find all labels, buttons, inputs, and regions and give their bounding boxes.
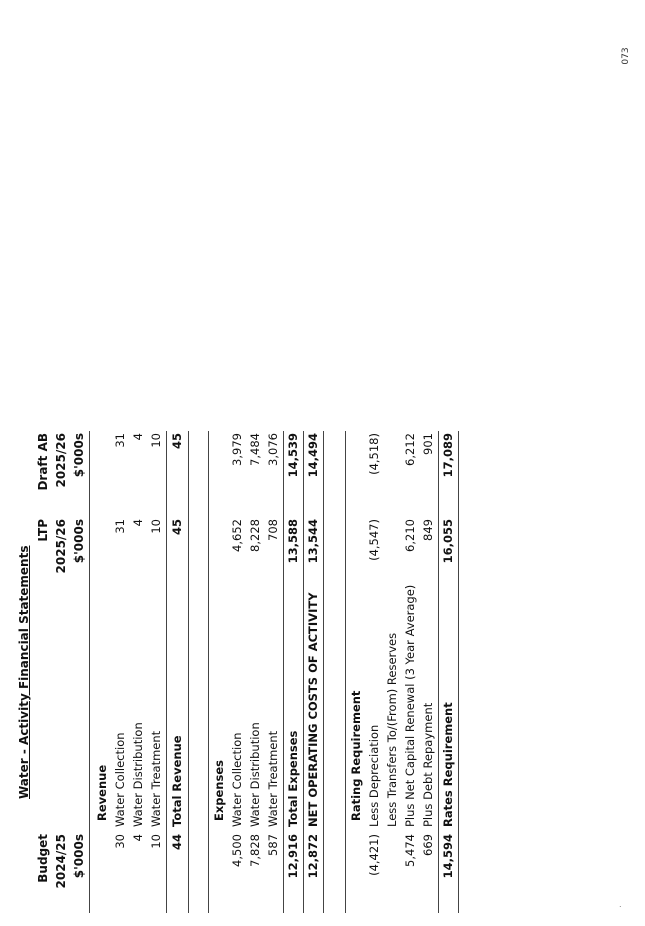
draft-ab-value: 31 (113, 433, 127, 448)
ltp-value: 849 (421, 519, 435, 541)
draft-ab-total: 45 (170, 433, 184, 450)
table-row (383, 353, 401, 913)
statement-title: Water - Activity Financial Statements (17, 545, 31, 799)
ltp-value: 708 (266, 519, 280, 541)
row-label: Water Treatment (266, 730, 280, 827)
budget-value: 7,828 (248, 834, 262, 867)
revenue-heading-row (93, 353, 111, 913)
row-label: Plus Net Capital Renewal (3 Year Average) (403, 584, 417, 827)
budget-value: 10 (149, 834, 163, 849)
table-row (401, 353, 419, 913)
table-row (246, 353, 264, 913)
financial-statement-sheet (14, 353, 455, 913)
budget-value: 4 (131, 834, 145, 842)
draft-ab-value: 10 (149, 433, 163, 448)
budget-value: 30 (113, 834, 127, 849)
net-operating-label: NET OPERATING COSTS OF ACTIVITY (306, 592, 320, 827)
draft-ab-total: 14,539 (286, 433, 300, 478)
budget-value: 587 (266, 834, 280, 856)
header-row-2 (52, 353, 70, 913)
ltp-year: 2025/26 (54, 519, 68, 574)
budget-unit: $'000s (72, 834, 86, 879)
budget-value: 5,474 (403, 834, 417, 867)
expenses-top-rule (208, 431, 209, 913)
total-expenses-row (284, 353, 302, 913)
revenue-rule (166, 431, 167, 913)
draft-ab-rates: 17,089 (441, 433, 455, 478)
revenue-total-rule (188, 431, 189, 913)
ltp-header: LTP (36, 519, 50, 542)
table-row (111, 353, 129, 913)
draft-ab-value: (4,518) (367, 433, 381, 475)
draft-ab-value: 4 (131, 433, 145, 441)
draft-ab-header: Draft AB (36, 433, 50, 491)
ltp-value: 4 (131, 519, 145, 527)
table-row (365, 353, 383, 913)
header-rule (89, 431, 90, 913)
draft-ab-value: 3,076 (266, 433, 280, 466)
expenses-heading-row (210, 353, 228, 913)
budget-rates: 14,594 (441, 834, 455, 879)
row-label: Water Collection (113, 732, 127, 827)
rating-heading-row (347, 353, 365, 913)
ltp-value: (4,547) (367, 519, 381, 561)
ltp-rates: 16,055 (441, 519, 455, 564)
table-row (419, 353, 437, 913)
row-label: Plus Debt Repayment (421, 702, 435, 827)
rating-top-rule (345, 431, 346, 913)
rates-requirement-label: Rates Requirement (441, 702, 455, 827)
budget-header: Budget (36, 834, 50, 883)
budget-net: 12,872 (306, 834, 320, 879)
net-operating-row (304, 353, 322, 913)
draft-ab-unit: $'000s (72, 433, 86, 478)
budget-value: 669 (421, 834, 435, 856)
budget-year: 2024/25 (54, 834, 68, 889)
draft-ab-value: 7,484 (248, 433, 262, 466)
ltp-value: 8,228 (248, 519, 262, 552)
ltp-value: 31 (113, 519, 127, 534)
total-revenue-label: Total Revenue (170, 735, 184, 827)
ltp-value: 10 (149, 519, 163, 534)
rates-requirement-row (439, 353, 457, 913)
budget-value: (4,421) (367, 834, 381, 876)
ltp-value: 6,210 (403, 519, 417, 552)
page-mark: . (619, 900, 622, 909)
table-row (228, 353, 246, 913)
draft-ab-net: 14,494 (306, 433, 320, 478)
row-label: Water Distribution (131, 722, 145, 827)
ltp-net: 13,544 (306, 519, 320, 564)
total-revenue-row (168, 353, 186, 913)
budget-total: 12,916 (286, 834, 300, 879)
rates-rule (458, 431, 459, 913)
header-row-3 (70, 353, 88, 913)
row-label: Less Depreciation (367, 724, 381, 827)
budget-value: 4,500 (230, 834, 244, 867)
table-row (129, 353, 147, 913)
ltp-value: 4,652 (230, 519, 244, 552)
draft-ab-value: 6,212 (403, 433, 417, 466)
ltp-total: 13,588 (286, 519, 300, 564)
page-number: 073 (621, 47, 631, 65)
ltp-total: 45 (170, 519, 184, 536)
ltp-unit: $'000s (72, 519, 86, 564)
draft-ab-year: 2025/26 (54, 433, 68, 488)
net-operating-rule (323, 431, 324, 913)
row-label: Water Collection (230, 732, 244, 827)
draft-ab-value: 3,979 (230, 433, 244, 466)
total-expenses-label: Total Expenses (286, 730, 300, 827)
row-label: Water Treatment (149, 730, 163, 827)
row-label: Less Transfers To/(From) Reserves (385, 632, 399, 827)
budget-total: 44 (170, 834, 184, 851)
rating-heading: Rating Requirement (349, 690, 363, 821)
revenue-heading: Revenue (95, 764, 109, 821)
table-row (264, 353, 282, 913)
header-row-1 (34, 353, 52, 913)
table-row (147, 353, 165, 913)
expenses-heading: Expenses (212, 760, 226, 821)
row-label: Water Distribution (248, 722, 262, 827)
draft-ab-value: 901 (421, 433, 435, 455)
